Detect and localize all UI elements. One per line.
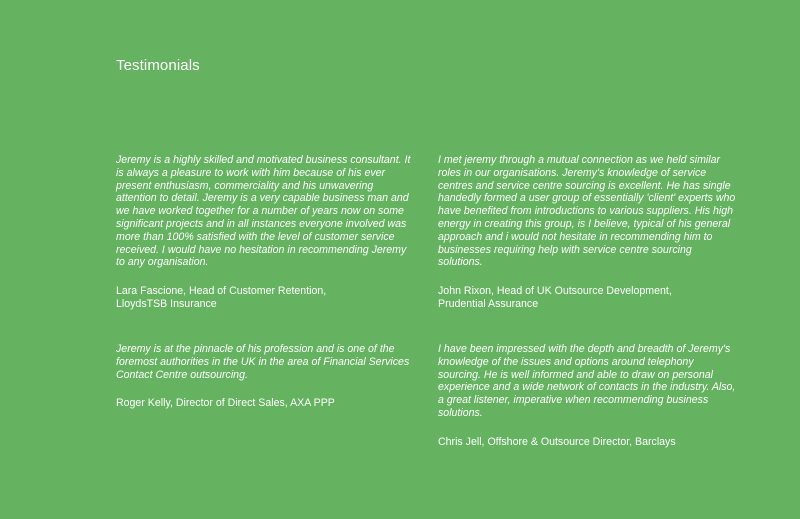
testimonial-author: Roger Kelly, Director of Direct Sales, AXA PPP <box>116 397 335 410</box>
testimonial-author: Chris Jell, Offshore & Outsource Director, Barclays <box>438 435 676 448</box>
testimonial-quote: Jeremy is at the pinnacle of his profession and is one of the foremost authorities in the UK in the area of Financial Services Contact Centre outsourcing. <box>116 343 410 381</box>
testimonial-card <box>116 154 416 311</box>
testimonial-author: Lara Fascione, Head of Customer Retention, LloydsTSB Insurance <box>116 285 327 310</box>
page-title: Testimonials <box>116 57 200 74</box>
testimonial-author: John Rixon, Head of UK Outsource Development, Prudential Assurance <box>438 285 672 310</box>
testimonial-card <box>116 343 416 410</box>
testimonial-quote: I met jeremy through a mutual connection as we held similar roles in our organisations. Jeremy's knowledge of service centres and service centre sourcing is excellent. He has single handedly formed a user group of essentially 'client' experts who have benefited from introductions to various suppliers. His high energy in creating this group, is I believe, typical of his general approach and i would not hesitate in recommending him to businesses requiring help with service centre sourcing solutions. <box>438 154 736 269</box>
testimonial-quote: Jeremy is a highly skilled and motivated business consultant. It is always a pleasure to work with him because of his ever present enthusiasm, commerciality and his unwavering attention to detail. Jeremy is a very capable business man and we have worked together for a number of years now on some significant projects and in all instances everyone involved was more than 100% satisfied with the level of customer service received. I would have no hesitation in recommending Jeremy to any organisation. <box>116 154 411 269</box>
testimonial-card <box>438 154 738 311</box>
testimonial-quote: I have been impressed with the depth and breadth of Jeremy's knowledge of the issues and options around telephony sourcing. He is well informed and able to draw on personal experience and a wide network of contacts in the industry. Also, a great listener, imperative when recommending business solutions. <box>438 343 736 419</box>
testimonial-card <box>438 343 738 449</box>
